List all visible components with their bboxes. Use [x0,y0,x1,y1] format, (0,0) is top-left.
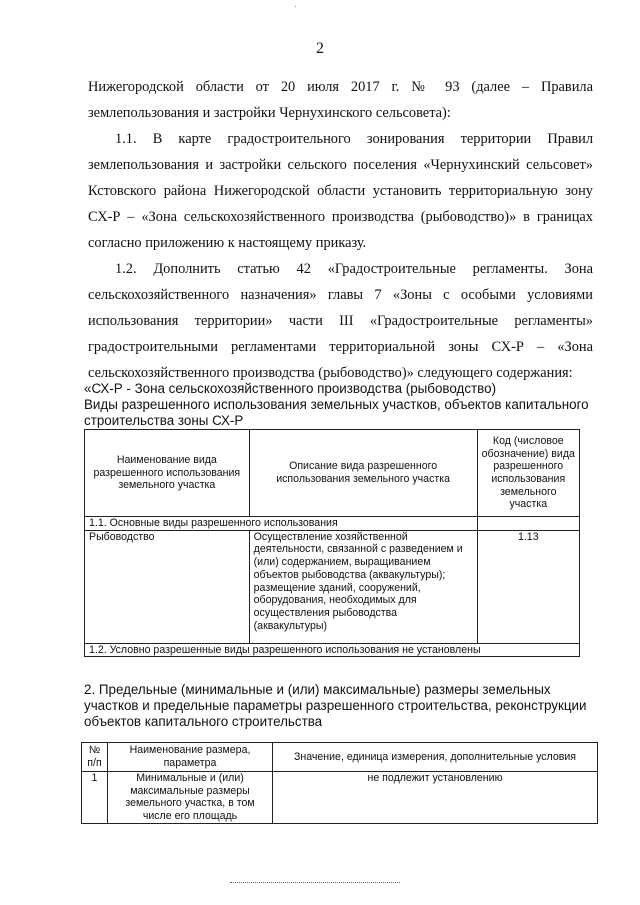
table-section-row [85,517,580,531]
header-use-name: Наименование вида разрешенного использования земельного участка [85,430,250,517]
item-1-2-line-3: использования территории» части III «Градостроительные регламенты» [88,313,593,329]
table-row [82,772,598,824]
use-description-cell: Осуществление хозяйственной деятельности, связанной с разведением и (или) содержанием, выращиванием объектов рыбоводства (аквакультуры); размещение зданий, сооружений, оборудования, необходимых для осуществления рыбоводства (аквакультуры) [249,530,477,643]
row-param-value-cell: не подлежит установлению [273,772,598,824]
use-name-cell: Рыбоводство [85,530,250,643]
item-1-1-line-1: 1.1. В карте градостроительного зонирования территории Правил [115,131,593,147]
table-row [85,530,580,643]
item-1-1-line-2: землепользования и застройки сельского поселения «Чернухинский сельсовет» [88,157,593,173]
header-use-description: Описание вида разрешенного использования земельного участка [249,430,477,517]
item-1-2-line-2: сельскохозяйственного назначения» главы 7 «Зоны с особыми условиями [88,287,593,303]
use-code-cell: 1.13 [477,530,579,643]
table-header-row [85,430,580,517]
section-conditional-uses: 1.2. Условно разрешенные виды разрешенного использования не установлены [85,643,580,657]
item-1-2-line-5: сельскохозяйственного производства (рыбоводство)» следующего содержания: [88,365,573,381]
row-num-cell: 1 [82,772,108,824]
permitted-uses-table [84,429,580,657]
uses-heading-line-1: Виды разрешенного использования земельных участков, объектов капитального [84,397,589,412]
section-main-uses: 1.1. Основные виды разрешенного использования [85,517,478,531]
item-1-1-line-4: СХ-Р – «Зона сельскохозяйственного производства (рыбоводство)» в границах [88,209,593,225]
header-num: № п/п [82,743,108,772]
header-use-code: Код (числовое обозначение) вида разрешенного использования земельного участка [477,430,579,517]
table-header-row [82,743,598,772]
header-param-value: Значение, единица измерения, дополнительные условия [273,743,598,772]
intro-line-1: Нижегородской области от 20 июля 2017 г. № 93 (далее – Правила [88,79,593,95]
section2-heading-line-1: 2. Предельные (минимальные и (или) максимальные) размеры земельных [84,682,551,697]
section2-heading-line-3: объектов капитального строительства [84,714,323,729]
page-number: 2 [316,40,324,57]
table-section-row [85,643,580,657]
zone-title: «СХ-Р - Зона сельскохозяйственного производства (рыбоводство) [84,381,497,396]
uses-heading-line-2: строительства зоны СХ-Р [84,413,244,428]
header-param-name: Наименование размера, параметра [108,743,273,772]
row-param-name-cell: Минимальные и (или) максимальные размеры земельного участка, в том числе его площадь [108,772,273,824]
parameters-table [81,742,598,824]
section-main-code-empty [477,517,579,531]
item-1-2-line-1: 1.2. Дополнить статью 42 «Градостроительные регламенты. Зона [115,261,593,277]
section2-heading-line-2: участков и предельные параметры разрешенного строительства, реконструкции [84,698,587,713]
item-1-1-line-5: согласно приложению к настоящему приказу. [88,235,367,251]
intro-line-2: землепользования и застройки Чернухинского сельсовета): [88,105,451,121]
scan-bottom-mark [230,882,400,883]
item-1-1-line-3: Кстовского района Нижегородской области установить территориальную зону [88,183,593,199]
item-1-2-line-4: градостроительными регламентами территориальной зоны СХ-Р – «Зона [88,339,593,355]
scan-dot [295,6,296,7]
